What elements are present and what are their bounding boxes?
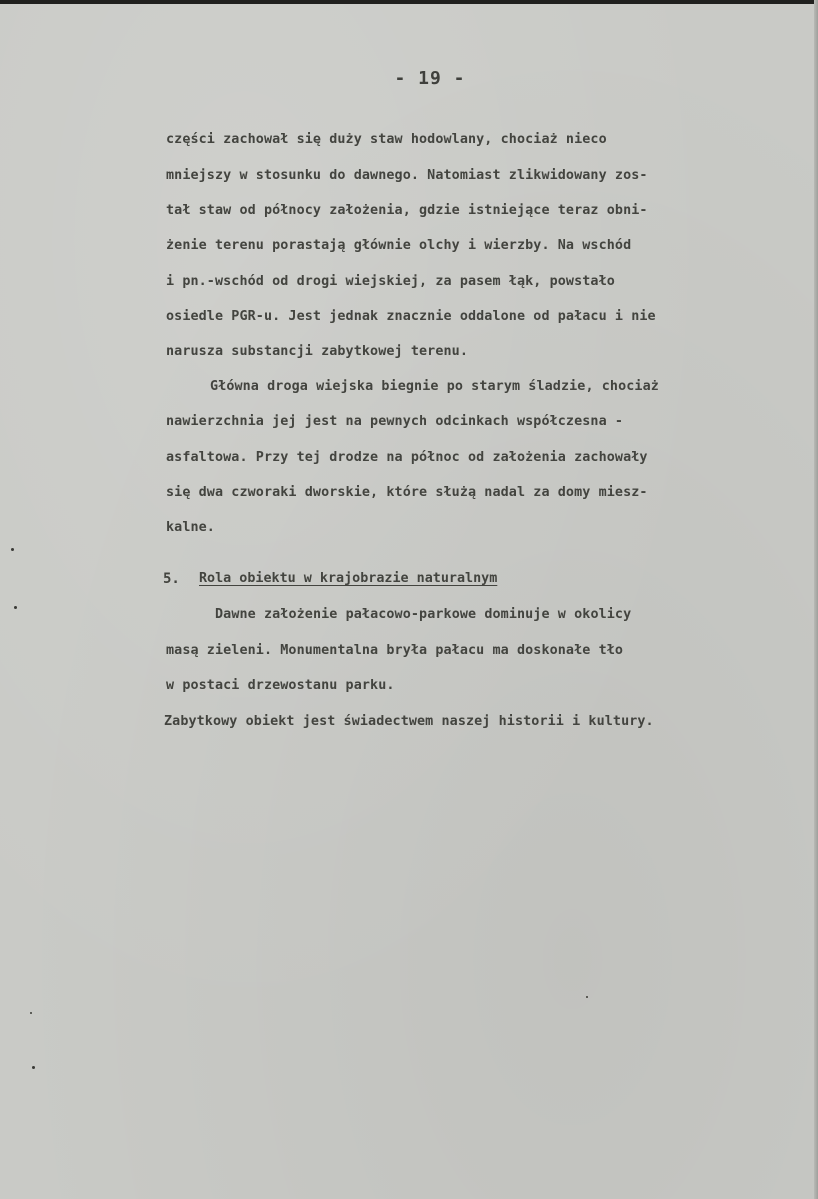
paragraph-1-line: i pn.-wschód od drogi wiejskiej, za pasem łąk, powstało — [166, 274, 615, 289]
paragraph-2-line: kalne. — [166, 520, 215, 535]
page-number: - 19 - — [394, 68, 466, 89]
paragraph-2-line: Główna droga wiejska biegnie po starym śladzie, chociaż — [210, 379, 659, 394]
paragraph-1-line: osiedle PGR-u. Jest jednak znacznie oddalone od pałacu i nie — [166, 309, 656, 324]
paragraph-1-line: części zachował się duży staw hodowlany, chociaż nieco — [166, 132, 607, 147]
scan-speck — [32, 1066, 35, 1069]
paragraph-1-line: żenie terenu porastają głównie olchy i wierzby. Na wschód — [166, 238, 632, 253]
scan-speck — [586, 996, 588, 998]
section-title: Rola obiektu w krajobrazie naturalnym — [199, 571, 498, 586]
paragraph-1-line: narusza substancji zabytkowej terenu. — [166, 344, 468, 359]
paragraph-3-line: Dawne założenie pałacowo-parkowe dominuje w okolicy — [215, 607, 632, 622]
paragraph-1-line: tał staw od północy założenia, gdzie istniejące teraz obni- — [166, 203, 648, 218]
section-number: 5. — [163, 571, 180, 587]
paragraph-3-line: Zabytkowy obiekt jest świadectwem naszej historii i kultury. — [164, 714, 654, 729]
scan-edge-right — [814, 0, 818, 1199]
scan-edge-top — [0, 0, 818, 4]
paragraph-3-line: w postaci drzewostanu parku. — [166, 678, 395, 693]
paragraph-2-line: asfaltowa. Przy tej drodze na północ od założenia zachowały — [166, 450, 648, 465]
paragraph-2-line: się dwa czworaki dworskie, które służą nadal za domy miesz- — [166, 485, 648, 500]
scan-speck — [30, 1012, 32, 1014]
paragraph-2-line: nawierzchnia jej jest na pewnych odcinkach współczesna - — [166, 414, 624, 429]
paragraph-3-line: masą zieleni. Monumentalna bryła pałacu ma doskonałe tło — [166, 643, 624, 658]
scan-speck — [14, 606, 17, 609]
paragraph-1-line: mniejszy w stosunku do dawnego. Natomiast zlikwidowany zos- — [166, 168, 648, 183]
scan-speck — [11, 548, 14, 551]
